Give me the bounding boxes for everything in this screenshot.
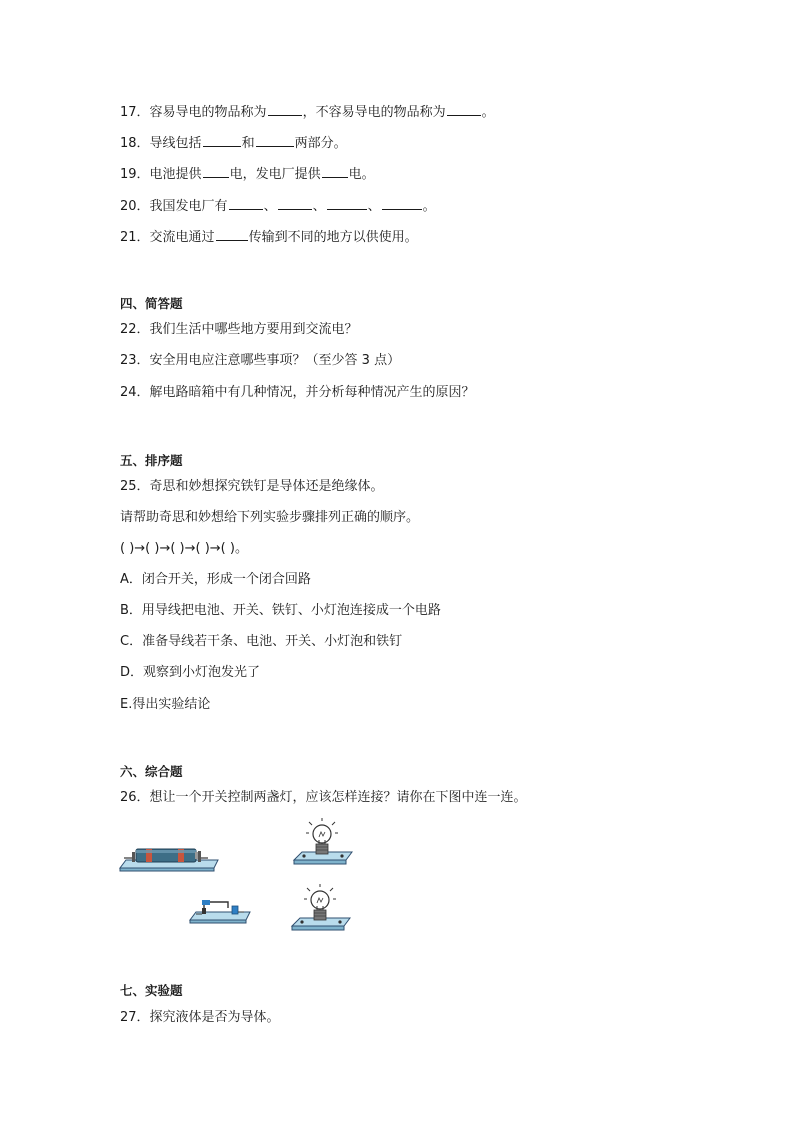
option-a: A．闭合开关，形成一个闭合回路	[120, 572, 311, 587]
answer-blank[interactable]	[203, 133, 241, 147]
option-c: C．准备导线若干条、电池、开关、小灯泡和铁钉	[120, 634, 403, 649]
answer-blank[interactable]	[229, 196, 263, 210]
answer-blank[interactable]	[216, 227, 248, 241]
answer-blank[interactable]	[322, 164, 348, 178]
section-heading-short-answer: 四、简答题	[120, 296, 183, 311]
question-24: 24．解电路暗箱中有几种情况，并分析每种情况产生的原因？	[120, 385, 475, 400]
answer-blank[interactable]	[203, 164, 229, 178]
option-b: B．用导线把电池、开关、铁钉、小灯泡连接成一个电路	[120, 603, 441, 618]
option-e: E.得出实验结论	[120, 697, 211, 712]
question-18: 18．导线包括 和 两部分。	[120, 133, 347, 154]
question-26: 26．想让一个开关控制两盏灯，应该怎样连接？请你在下图中连一连。	[120, 790, 527, 805]
section-heading-experiment: 七、实验题	[120, 983, 183, 998]
section-heading-comprehensive: 六、综合题	[120, 764, 183, 779]
light-bulb-icon[interactable]	[288, 884, 352, 934]
question-19: 19．电池提供 电，发电厂提供 电。	[120, 164, 375, 185]
question-22: 22．我们生活中哪些地方要用到交流电？	[120, 322, 358, 337]
answer-blank[interactable]	[278, 196, 312, 210]
answer-blank[interactable]	[447, 102, 481, 116]
question-25-instruction: 请帮助奇思和妙想给下列实验步骤排列正确的顺序。	[120, 510, 420, 525]
answer-blank[interactable]	[256, 133, 294, 147]
question-27: 27．探究液体是否为导体。	[120, 1010, 280, 1025]
light-bulb-icon[interactable]	[290, 818, 354, 868]
question-17: 17．容易导电的物品称为 ，不容易导电的物品称为 。	[120, 102, 495, 123]
switch-illustration[interactable]	[188, 896, 252, 926]
section-heading-ordering: 五、排序题	[120, 453, 183, 468]
question-23: 23．安全用电应注意哪些事项？（至少答 3 点）	[120, 353, 401, 368]
option-d: D．观察到小灯泡发光了	[120, 665, 261, 680]
answer-blank[interactable]	[382, 196, 422, 210]
answer-sequence[interactable]: ( )→( )→( )→( )→( )。	[120, 541, 248, 556]
question-25: 25．奇思和妙想探究铁钉是导体还是绝缘体。	[120, 479, 384, 494]
question-21: 21．交流电通过 传输到不同的地方以供使用。	[120, 227, 418, 248]
answer-blank[interactable]	[268, 102, 302, 116]
battery-illustration[interactable]	[118, 838, 220, 874]
answer-blank[interactable]	[327, 196, 367, 210]
question-20: 20．我国发电厂有 、 、 、 。	[120, 196, 436, 217]
